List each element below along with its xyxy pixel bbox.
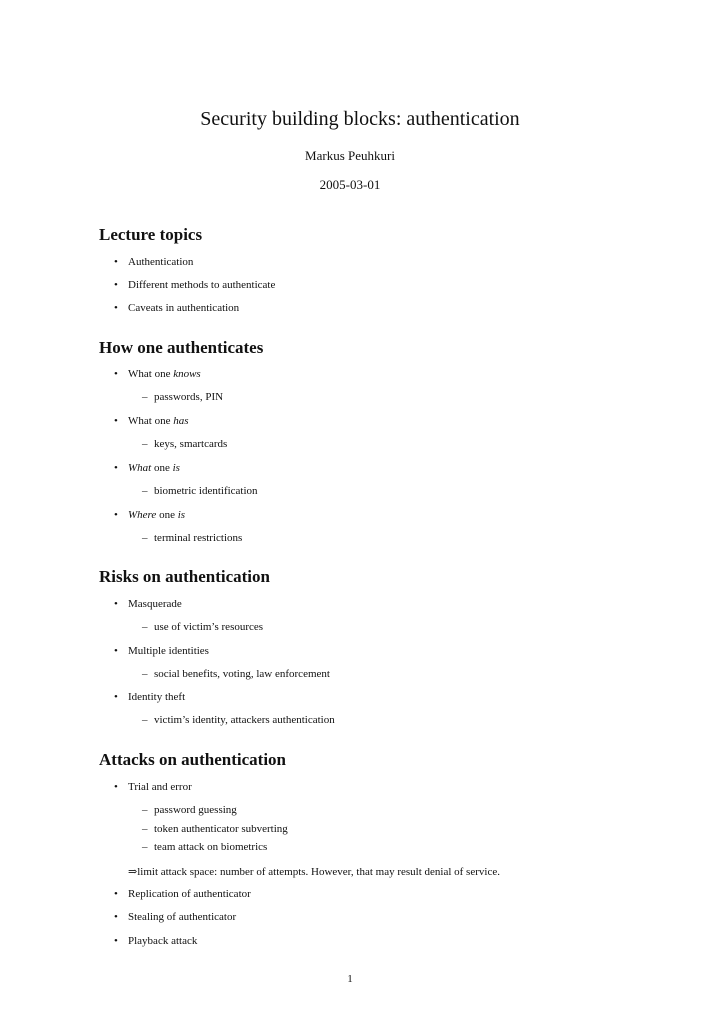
section-heading: Risks on authentication — [99, 567, 270, 586]
list-item: • What one knows — [114, 368, 201, 380]
mitigation-note: ⇒limit attack space: number of attempts. However, that may result denial of service. — [128, 866, 500, 878]
section-attacks-on-authentication — [99, 750, 286, 770]
bullet-icon: • — [114, 279, 118, 291]
date: 2005-03-01 — [319, 177, 381, 192]
list-item: • Caveats in authentication — [114, 302, 240, 314]
sub-item: – terminal restrictions — [142, 532, 243, 544]
bullet-icon: • — [114, 645, 118, 657]
dash-icon: – — [142, 438, 148, 450]
dash-icon: – — [142, 621, 148, 633]
sub-item: – keys, smartcards — [142, 438, 228, 450]
document-title: Security building blocks: authentication — [200, 108, 520, 130]
page-number: 1 — [347, 973, 353, 985]
section-lecture-topics — [99, 225, 202, 245]
bullet-icon: • — [114, 888, 118, 900]
list-item: • What one is — [114, 462, 180, 474]
sub-item: – token authenticator subverting — [142, 823, 288, 835]
bullet-icon: • — [114, 256, 118, 268]
dash-icon: – — [142, 668, 148, 680]
bullet-icon: • — [114, 781, 118, 793]
list-item: • Playback attack — [114, 935, 198, 947]
list-item: • Replication of authenticator — [114, 888, 251, 900]
bullet-icon: • — [114, 598, 118, 610]
sub-item: – biometric identification — [142, 485, 258, 497]
bullet-icon: • — [114, 691, 118, 703]
dash-icon: – — [142, 841, 148, 853]
bullet-icon: • — [114, 462, 118, 474]
dash-icon: – — [142, 391, 148, 403]
list-item: • Identity theft — [114, 691, 186, 703]
bullet-icon: • — [114, 302, 118, 314]
bullet-icon: • — [114, 509, 118, 521]
list-item: • Stealing of authenticator — [114, 911, 237, 923]
sub-item: – password guessing — [142, 804, 237, 816]
bullet-icon: • — [114, 415, 118, 427]
section-heading: Lecture topics — [99, 225, 203, 244]
list-item: • What one has — [114, 415, 189, 427]
section-heading: Attacks on authentication — [99, 750, 287, 769]
sub-item: – passwords, PIN — [142, 391, 224, 403]
sub-item: – use of victim’s resources — [142, 621, 264, 633]
list-item: • Masquerade — [114, 598, 182, 610]
section-risks-on-authentication — [99, 567, 270, 587]
list-item: • Authentication — [114, 256, 194, 268]
list-item: • Where one is — [114, 509, 186, 521]
dash-icon: – — [142, 485, 148, 497]
sub-item: – social benefits, voting, law enforcement — [142, 668, 330, 680]
bullet-icon: • — [114, 935, 118, 947]
sub-item: – team attack on biometrics — [142, 841, 268, 853]
bullet-icon: • — [114, 368, 118, 380]
list-item: • Different methods to authenticate — [114, 279, 276, 291]
sub-item: – victim’s identity, attackers authentication — [142, 714, 335, 726]
author: Markus Peuhkuri — [305, 148, 395, 163]
dash-icon: – — [142, 823, 148, 835]
dash-icon: – — [142, 532, 148, 544]
section-how-one-authenticates — [99, 338, 263, 358]
dash-icon: – — [142, 714, 148, 726]
bullet-icon: • — [114, 911, 118, 923]
dash-icon: – — [142, 804, 148, 816]
list-item: • Multiple identities — [114, 645, 209, 657]
list-item: • Trial and error — [114, 781, 192, 793]
section-heading: How one authenticates — [99, 338, 264, 357]
